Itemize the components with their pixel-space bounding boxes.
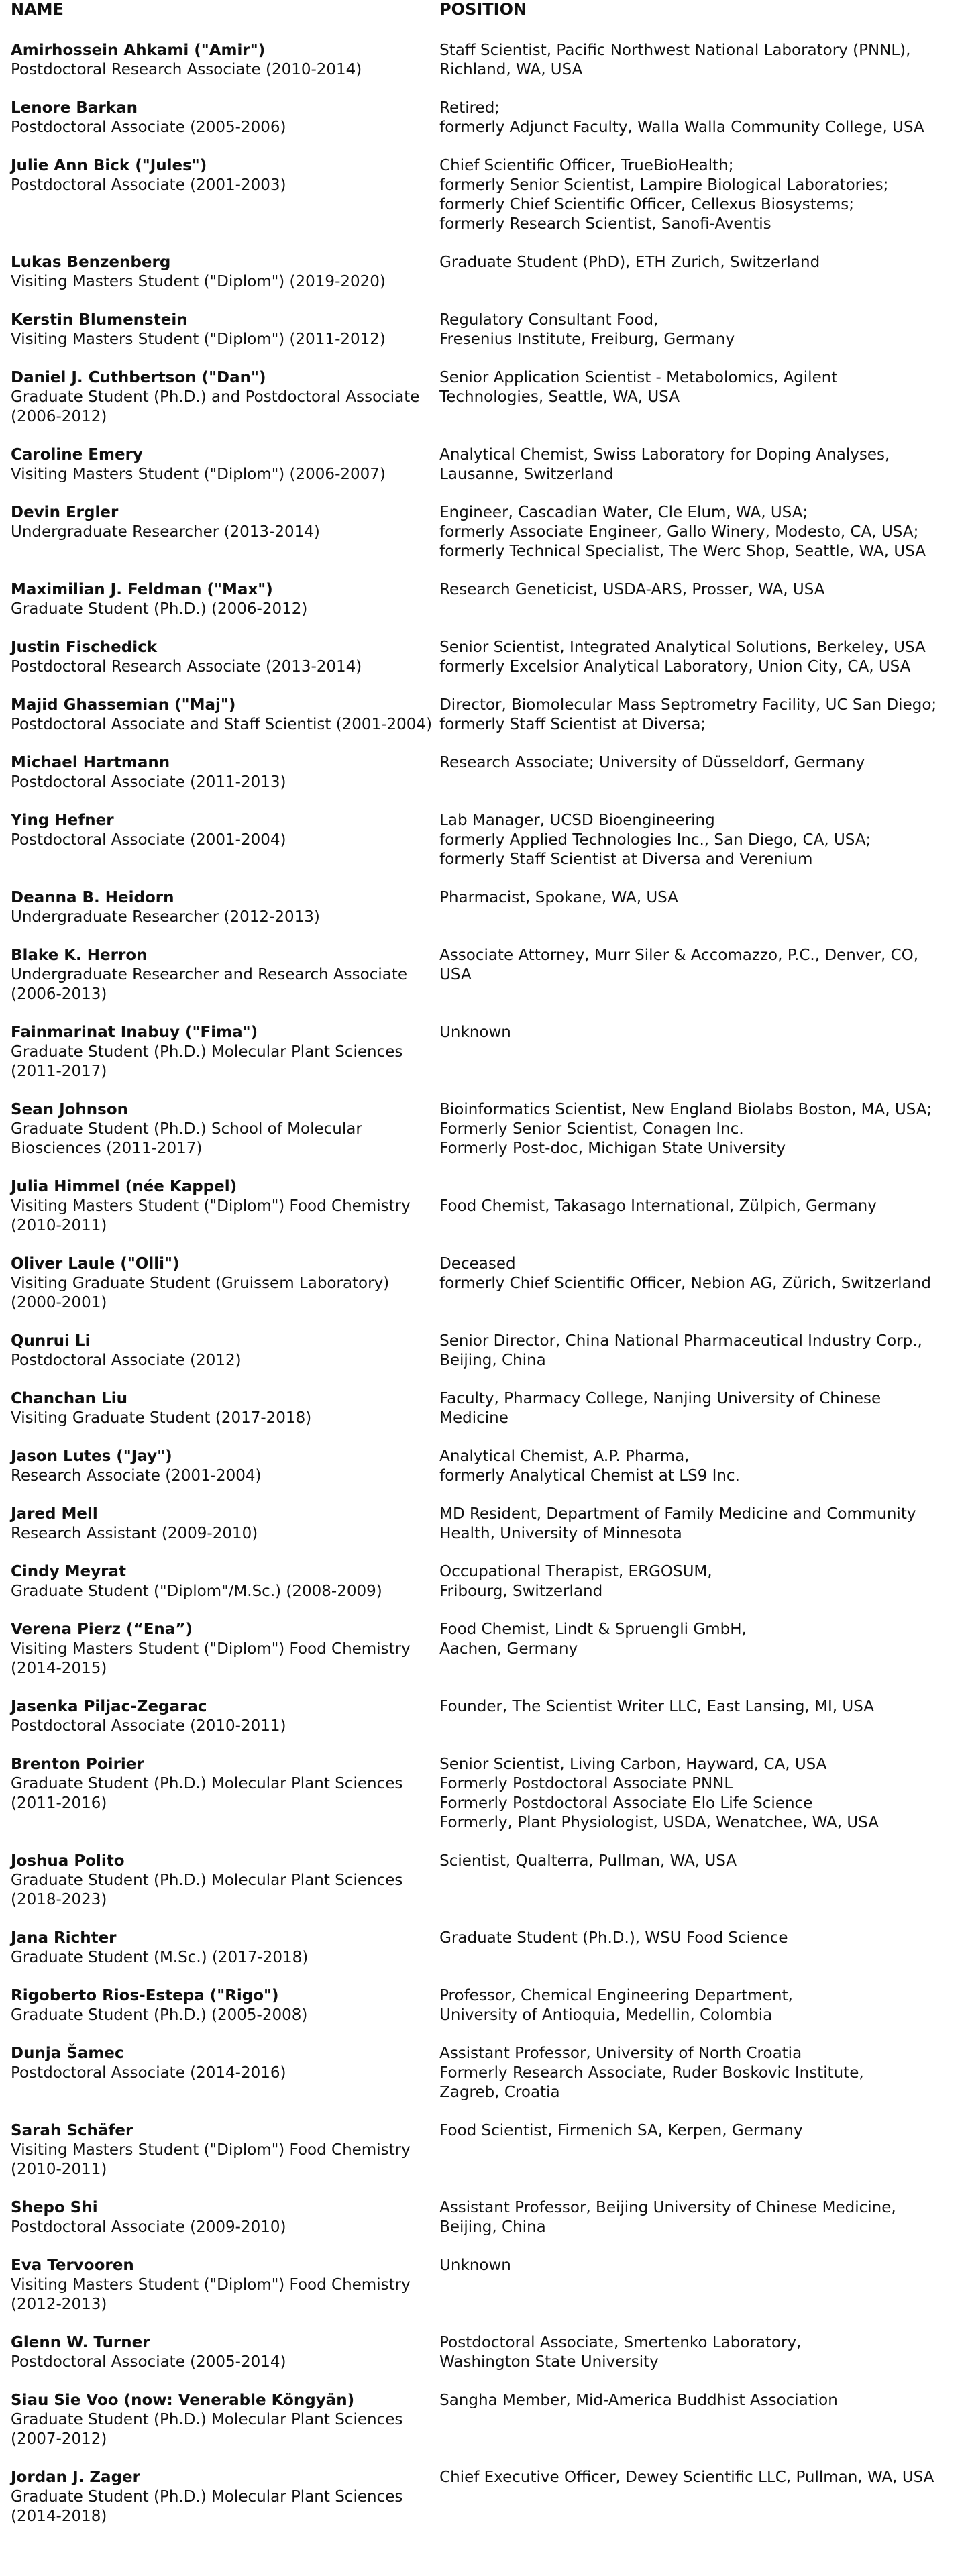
position-line: MD Resident, Department of Family Medicine and Community [439,1505,916,1523]
person-row [11,311,955,350]
person-position-cell [439,1023,955,1042]
person-role: Postdoctoral Research Associate (2010-2014) [11,61,362,78]
person-name-cell [11,2391,439,2449]
person-position-cell [439,156,955,234]
position-line: Technologies, Seattle, WA, USA [439,388,680,406]
person-name: Blake K. Herron [11,947,148,964]
position-line: Beijing, China [439,1352,546,1369]
person-name-cell [11,503,439,542]
person-name-cell [11,1697,439,1736]
position-line: Postdoctoral Associate, Smertenko Laboratory, [439,2334,802,2351]
person-name: Oliver Laule ("Olli") [11,1255,180,1273]
position-line: Deceased [439,1255,516,1273]
person-row [11,811,955,869]
person-position-cell [439,2333,955,2372]
person-role: Postdoctoral Research Associate (2013-2014) [11,658,362,676]
position-line: Formerly Senior Scientist, Conagen Inc. [439,1120,744,1138]
person-row [11,1697,955,1736]
position-line: Regulatory Consultant Food, [439,311,659,329]
person-name-cell [11,1389,439,1428]
person-row [11,1562,955,1601]
person-row [11,99,955,138]
person-role: Postdoctoral Associate (2005-2014) [11,2353,286,2371]
position-line: Fribourg, Switzerland [439,1582,603,1600]
person-name-cell [11,1447,439,1486]
person-row [11,1986,955,2025]
position-line: Faculty, Pharmacy College, Nanjing University of Chinese [439,1390,881,1407]
position-line: Aachen, Germany [439,1640,578,1658]
person-position-cell [439,445,955,484]
person-row [11,1100,955,1159]
person-name: Jana Richter [11,1929,117,1947]
person-role: Research Assistant (2009-2010) [11,1525,258,1542]
person-row [11,2333,955,2372]
person-position-cell [439,946,955,985]
person-name: Brenton Poirier [11,1756,144,1773]
person-role: Visiting Masters Student ("Diplom") (2006-2007) [11,466,386,483]
person-name: Julie Ann Bick ("Jules") [11,157,207,174]
person-position-cell [439,41,955,80]
position-line: Senior Director, China National Pharmaceutical Industry Corp., [439,1332,922,1350]
person-name: Justin Fischedick [11,639,158,656]
person-position-cell [439,2198,955,2237]
person-role: Undergraduate Researcher (2012-2013) [11,908,320,926]
position-line: formerly Staff Scientist at Diversa; [439,716,706,733]
person-row [11,580,955,619]
person-role: Undergraduate Researcher (2013-2014) [11,523,320,541]
person-name-cell [11,253,439,292]
person-position-cell [439,1929,955,1948]
person-name-cell [11,1562,439,1601]
person-row [11,2391,955,2449]
person-name-cell [11,811,439,850]
person-name-cell [11,445,439,484]
person-position-cell [439,1620,955,1659]
person-role: Graduate Student (Ph.D.) Molecular Plant Sciences (2014-2018) [11,2488,403,2525]
position-line: Scientist, Qualterra, Pullman, WA, USA [439,1852,737,1870]
person-name-cell [11,1177,439,1236]
person-name: Jason Lutes ("Jay") [11,1448,172,1465]
person-role: Graduate Student (Ph.D.) Molecular Plant Sciences (2018-2023) [11,1872,403,1909]
person-position-cell [439,1697,955,1717]
person-row [11,1389,955,1428]
person-name: Joshua Polito [11,1852,125,1870]
position-line: Formerly Postdoctoral Associate Elo Life Science [439,1794,813,1812]
person-row [11,1929,955,1968]
person-role: Postdoctoral Associate (2001-2004) [11,831,286,849]
position-line: Senior Scientist, Integrated Analytical Solutions, Berkeley, USA [439,639,926,656]
person-position-cell [439,1562,955,1601]
position-line [439,1177,955,1197]
person-name: Shepo Shi [11,2199,98,2216]
person-row [11,1254,955,1313]
position-line: formerly Associate Engineer, Gallo Winery, Modesto, CA, USA; [439,523,919,541]
person-role: Visiting Masters Student ("Diplom") Food Chemistry (2012-2013) [11,2276,411,2313]
person-name: Jasenka Piljac-Zegarac [11,1698,207,1715]
person-row [11,156,955,234]
person-name-cell [11,41,439,80]
table-header [11,0,955,20]
person-role: Postdoctoral Associate (2001-2003) [11,176,286,194]
position-line: formerly Staff Scientist at Diversa and Verenium [439,851,813,868]
person-row [11,1447,955,1486]
person-position-cell [439,2468,955,2487]
person-name: Daniel J. Cuthbertson ("Dan") [11,369,266,386]
person-role: Visiting Graduate Student (2017-2018) [11,1409,312,1427]
position-line: Sangha Member, Mid-America Buddhist Association [439,2392,838,2409]
person-name-cell [11,2121,439,2180]
position-line: Assistant Professor, University of North Croatia [439,2045,802,2062]
person-name: Jared Mell [11,1505,98,1523]
person-role: Graduate Student ("Diplom"/M.Sc.) (2008-2009) [11,1582,382,1600]
person-position-cell [439,888,955,908]
person-row [11,445,955,484]
position-line: formerly Chief Scientific Officer, Cellexus Biosystems; [439,196,854,213]
person-name: Cindy Meyrat [11,1563,126,1580]
position-line: Founder, The Scientist Writer LLC, East Lansing, MI, USA [439,1698,874,1715]
person-row [11,1023,955,1081]
person-name: Glenn W. Turner [11,2334,150,2351]
position-line: formerly Applied Technologies Inc., San Diego, CA, USA; [439,831,871,849]
position-line: Lausanne, Switzerland [439,466,614,483]
person-name: Maximilian J. Feldman ("Max") [11,581,273,598]
person-name: Sean Johnson [11,1101,129,1118]
person-row [11,1620,955,1678]
person-name-cell [11,753,439,792]
position-line: formerly Research Scientist, Sanofi-Aventis [439,215,771,233]
person-position-cell [439,2044,955,2102]
person-role: Postdoctoral Associate (2005-2006) [11,119,286,136]
person-name-cell [11,99,439,138]
person-name-cell [11,311,439,350]
person-role: Postdoctoral Associate (2012) [11,1352,241,1369]
position-line: Research Associate; University of Düsseldorf, Germany [439,754,865,771]
person-position-cell [439,368,955,407]
person-role: Graduate Student (Ph.D.) Molecular Plant Sciences (2011-2016) [11,1775,403,1812]
person-row [11,1505,955,1544]
person-name: Julia Himmel (née Kappel) [11,1178,237,1195]
position-line: Formerly Research Associate, Ruder Boskovic Institute, [439,2064,864,2082]
position-line: Associate Attorney, Murr Siler & Accomazzo, P.C., Denver, CO, [439,947,919,964]
position-line: formerly Excelsior Analytical Laboratory, Union City, CA, USA [439,658,911,676]
person-name-cell [11,2044,439,2083]
person-position-cell [439,638,955,677]
person-role: Postdoctoral Associate (2009-2010) [11,2218,286,2236]
person-row [11,1177,955,1236]
person-name: Verena Pierz (“Ena”) [11,1621,193,1638]
person-role: Graduate Student (Ph.D.) (2005-2008) [11,2006,308,2024]
person-position-cell [439,1254,955,1293]
position-line: Analytical Chemist, A.P. Pharma, [439,1448,690,1465]
person-role: Undergraduate Researcher and Research Associate (2006-2013) [11,966,407,1003]
person-position-cell [439,1177,955,1216]
person-row [11,888,955,927]
position-line: formerly Senior Scientist, Lampire Biological Laboratories; [439,176,889,194]
person-position-cell [439,753,955,773]
person-name-cell [11,888,439,927]
person-name: Devin Ergler [11,504,119,521]
person-position-cell [439,2256,955,2275]
person-role: Graduate Student (Ph.D.) (2006-2012) [11,600,308,618]
people-list [11,41,955,2526]
position-line: Bioinformatics Scientist, New England Biolabs Boston, MA, USA; [439,1101,932,1118]
person-position-cell [439,811,955,869]
person-role: Graduate Student (Ph.D.) Molecular Plant Sciences (2011-2017) [11,1043,403,1080]
person-role: Postdoctoral Associate (2014-2016) [11,2064,286,2082]
position-line: Unknown [439,2257,511,2274]
position-line: Graduate Student (Ph.D.), WSU Food Science [439,1929,788,1947]
person-name: Eva Tervooren [11,2257,134,2274]
person-name: Dunja Šamec [11,2045,124,2062]
position-line: Analytical Chemist, Swiss Laboratory for Doping Analyses, [439,446,890,464]
person-role: Visiting Masters Student ("Diplom") Food Chemistry (2010-2011) [11,1197,411,1234]
person-row [11,368,955,427]
person-row [11,253,955,292]
position-line: formerly Chief Scientific Officer, Nebion AG, Zürich, Switzerland [439,1275,931,1292]
person-role: Postdoctoral Associate (2010-2011) [11,1717,286,1735]
person-role: Visiting Graduate Student (Gruissem Laboratory) (2000-2001) [11,1275,390,1311]
person-row [11,503,955,561]
person-name-cell [11,580,439,619]
person-name: Ying Hefner [11,812,114,829]
position-line: Engineer, Cascadian Water, Cle Elum, WA, USA; [439,504,808,521]
person-position-cell [439,2391,955,2410]
position-line: Food Scientist, Firmenich SA, Kerpen, Germany [439,2122,803,2139]
position-line: formerly Technical Specialist, The Werc Shop, Seattle, WA, USA [439,543,926,560]
person-role: Visiting Masters Student ("Diplom") Food Chemistry (2014-2015) [11,1640,411,1677]
person-role: Graduate Student (Ph.D.) School of Molecular Biosciences (2011-2017) [11,1120,362,1157]
position-line: Food Chemist, Lindt & Spruengli GmbH, [439,1621,747,1638]
position-line: Retired; [439,99,500,117]
person-name-cell [11,1100,439,1159]
position-line: University of Antioquia, Medellin, Colombia [439,2006,773,2024]
person-name: Jordan J. Zager [11,2469,140,2486]
person-row [11,753,955,792]
person-name: Lenore Barkan [11,99,138,117]
person-name-cell [11,2333,439,2372]
person-name: Caroline Emery [11,446,143,464]
position-line: Director, Biomolecular Mass Septrometry Facility, UC San Diego; [439,696,937,714]
position-line: Zagreb, Croatia [439,2084,560,2101]
person-name: Siau Sie Voo (now: Venerable Köngyän) [11,2392,355,2409]
position-line: Chief Executive Officer, Dewey Scientific LLC, Pullman, WA, USA [439,2469,934,2486]
person-role: Graduate Student (Ph.D.) Molecular Plant Sciences (2007-2012) [11,2411,403,2448]
person-role: Graduate Student (Ph.D.) and Postdoctoral Associate (2006-2012) [11,388,420,425]
person-name-cell [11,1851,439,1910]
person-position-cell [439,1755,955,1833]
person-name-cell [11,638,439,677]
person-name-cell [11,1755,439,1813]
person-row [11,2044,955,2102]
person-position-cell [439,696,955,735]
position-line: Senior Scientist, Living Carbon, Hayward, CA, USA [439,1756,827,1773]
person-name: Amirhossein Ahkami ("Amir") [11,42,266,59]
position-line: Assistant Professor, Beijing University of Chinese Medicine, [439,2199,896,2216]
position-line: formerly Analytical Chemist at LS9 Inc. [439,1467,740,1485]
position-line: Formerly Postdoctoral Associate PNNL [439,1775,733,1792]
person-name-cell [11,1986,439,2025]
position-line: Pharmacist, Spokane, WA, USA [439,889,678,906]
person-name-cell [11,2198,439,2237]
person-name: Michael Hartmann [11,754,170,771]
person-name-cell [11,2256,439,2314]
person-row [11,2198,955,2237]
position-line: Formerly, Plant Physiologist, USDA, Wenatchee, WA, USA [439,1814,879,1831]
person-role: Research Associate (2001-2004) [11,1467,262,1485]
person-position-cell [439,1986,955,2025]
position-line: Food Chemist, Takasago International, Zülpich, Germany [439,1197,877,1215]
person-name-cell [11,696,439,735]
person-name-cell [11,156,439,195]
person-role: Visiting Masters Student ("Diplom") Food Chemistry (2010-2011) [11,2141,411,2178]
person-name-cell [11,1929,439,1968]
person-role: Visiting Masters Student ("Diplom") (2019-2020) [11,273,386,290]
position-line: Research Geneticist, USDA-ARS, Prosser, WA, USA [439,581,825,598]
person-name: Kerstin Blumenstein [11,311,188,329]
person-row [11,1755,955,1833]
person-name-cell [11,1505,439,1544]
person-name: Sarah Schäfer [11,2122,133,2139]
person-position-cell [439,1389,955,1428]
person-name: Deanna B. Heidorn [11,889,174,906]
person-name-cell [11,1254,439,1313]
person-name-cell [11,946,439,1004]
person-position-cell [439,99,955,138]
person-position-cell [439,1447,955,1486]
person-name-cell [11,1023,439,1081]
person-row [11,41,955,80]
person-row [11,638,955,677]
position-line: Health, University of Minnesota [439,1525,682,1542]
position-line: Medicine [439,1409,508,1427]
person-name: Majid Ghassemian ("Maj") [11,696,236,714]
person-position-cell [439,1505,955,1544]
person-name-cell [11,368,439,427]
position-line: Unknown [439,1024,511,1041]
person-position-cell [439,1100,955,1159]
position-line: Richland, WA, USA [439,61,583,78]
position-line: Chief Scientific Officer, TrueBioHealth; [439,157,734,174]
person-name-cell [11,2468,439,2526]
position-line: Occupational Therapist, ERGOSUM, [439,1563,712,1580]
position-column-header: POSITION [439,0,527,19]
person-row [11,1332,955,1371]
person-row [11,2121,955,2180]
position-line: Professor, Chemical Engineering Department, [439,1987,793,2004]
name-column-header: NAME [11,0,64,19]
person-position-cell [439,580,955,600]
person-name: Qunrui Li [11,1332,91,1350]
person-position-cell [439,1851,955,1871]
person-role: Graduate Student (M.Sc.) (2017-2018) [11,1949,309,1966]
person-row [11,1851,955,1910]
person-role: Postdoctoral Associate (2011-2013) [11,773,286,791]
person-name: Lukas Benzenberg [11,254,171,271]
person-row [11,696,955,735]
person-name-cell [11,1332,439,1371]
person-position-cell [439,503,955,561]
person-role: Postdoctoral Associate and Staff Scientist (2001-2004) [11,716,433,733]
position-line: Formerly Post-doc, Michigan State University [439,1140,786,1157]
position-line: USA [439,966,472,983]
person-position-cell [439,311,955,350]
position-line: Beijing, China [439,2218,546,2236]
position-line: Senior Application Scientist - Metabolomics, Agilent [439,369,838,386]
position-line: Washington State University [439,2353,659,2371]
person-row [11,2256,955,2314]
person-name: Chanchan Liu [11,1390,127,1407]
position-line: Lab Manager, UCSD Bioengineering [439,812,715,829]
person-name: Fainmarinat Inabuy ("Fima") [11,1024,258,1041]
position-line: Fresenius Institute, Freiburg, Germany [439,331,735,348]
person-position-cell [439,1332,955,1371]
position-line: Staff Scientist, Pacific Northwest National Laboratory (PNNL), [439,42,911,59]
person-role: Visiting Masters Student ("Diplom") (2011-2012) [11,331,386,348]
position-line: formerly Adjunct Faculty, Walla Walla Community College, USA [439,119,924,136]
person-position-cell [439,253,955,272]
person-name: Rigoberto Rios-Estepa ("Rigo") [11,1987,279,2004]
person-position-cell [439,2121,955,2141]
person-name-cell [11,1620,439,1678]
person-row [11,946,955,1004]
person-row [11,2468,955,2526]
position-line: Graduate Student (PhD), ETH Zurich, Switzerland [439,254,820,271]
